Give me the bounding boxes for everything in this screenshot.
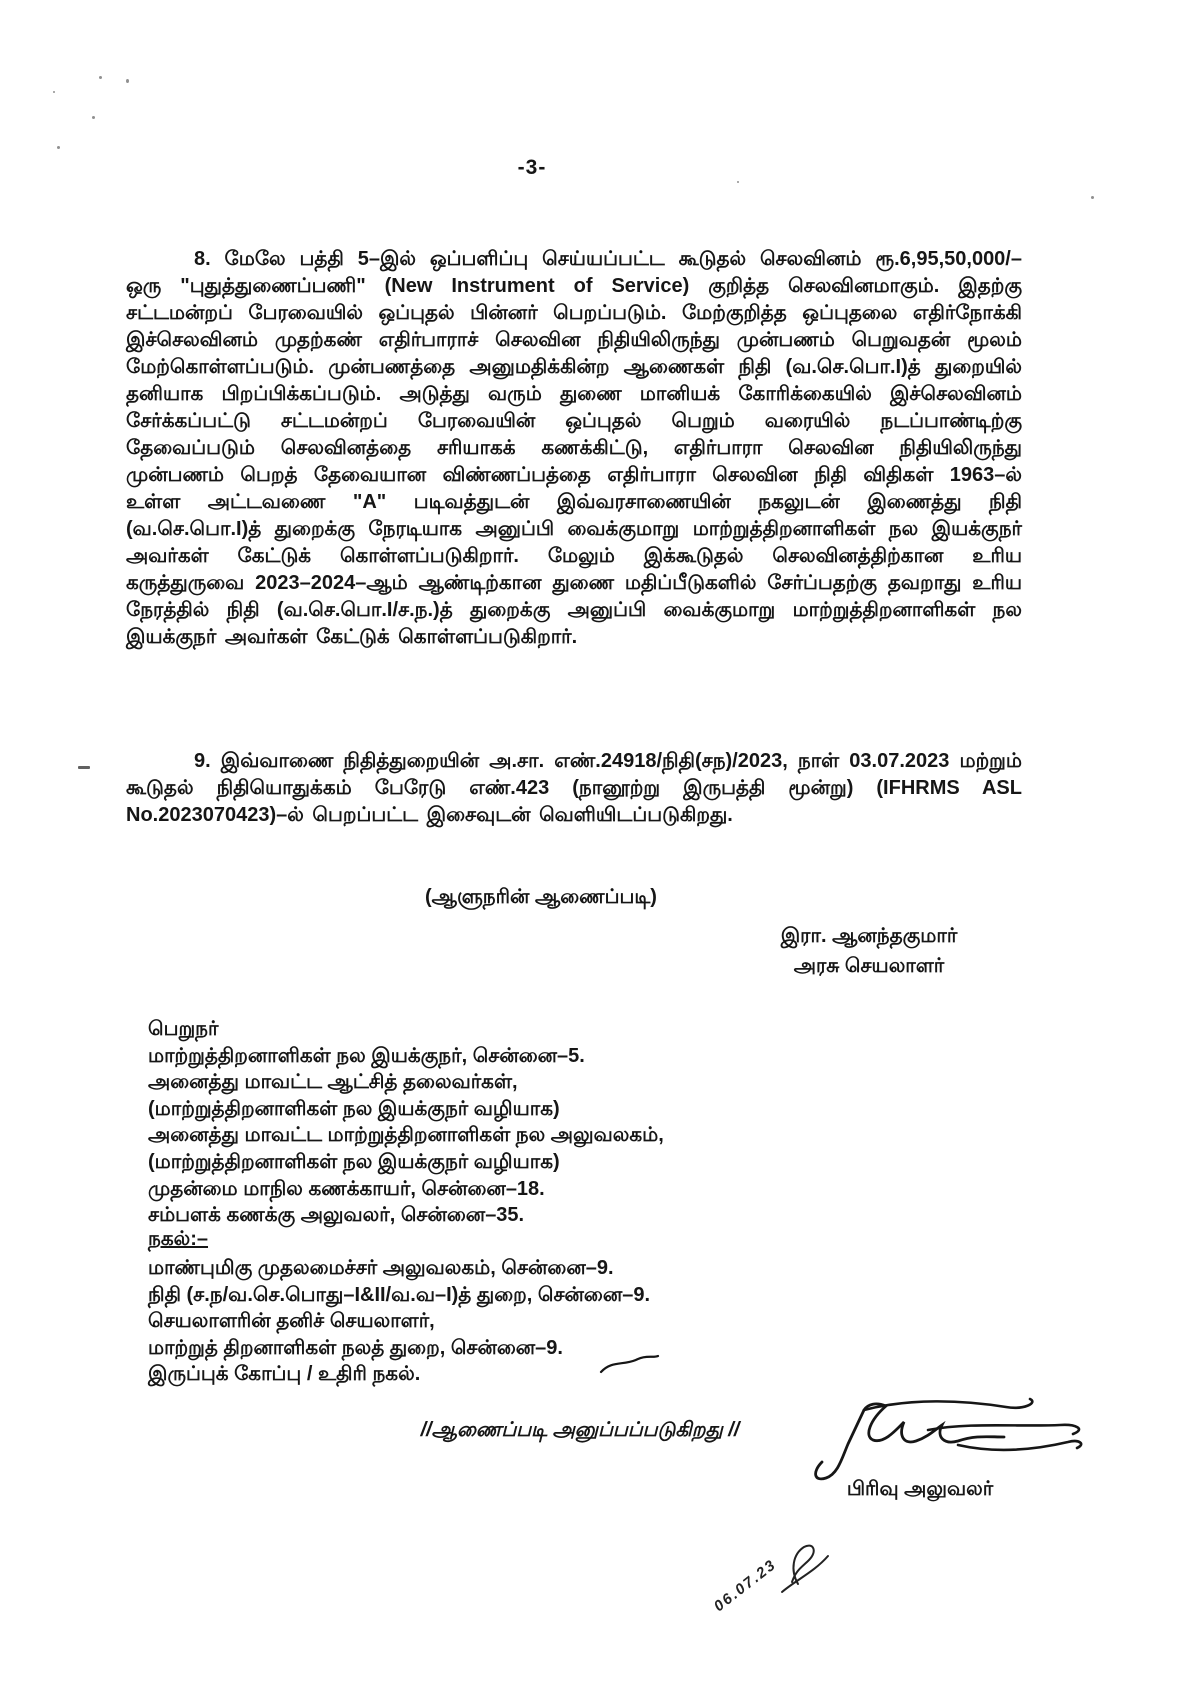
margin-dash-mark <box>78 766 90 769</box>
recipients-list <box>148 1043 664 1229</box>
scan-noise-dot <box>99 76 102 79</box>
recipient-line: மாற்றுத்திறனாளிகள் நல இயக்குநர், சென்னை–5. <box>148 1044 585 1067</box>
recipient-line: அனைத்து மாவட்ட ஆட்சித் தலைவர்கள், <box>148 1071 518 1094</box>
recipient-line: முதன்மை மாநில கணக்காயர், சென்னை–18. <box>148 1177 545 1200</box>
recipient-line: அனைத்து மாவட்ட மாற்றுத்திறனாளிகள் நல அலுவலகம், <box>148 1124 664 1147</box>
by-order-of-governor-line: (ஆளுநரின் ஆணைப்படி) <box>425 886 657 908</box>
copy-line: இருப்புக் கோப்பு / உதிரி நகல். <box>148 1363 421 1386</box>
scan-noise-dot <box>126 79 129 83</box>
scan-noise-dot <box>53 91 55 93</box>
copy-line: மாற்றுத் திறனாளிகள் நலத் துறை, சென்னை–9. <box>148 1336 563 1359</box>
copy-list <box>148 1255 650 1388</box>
signature-scribble <box>806 1396 1091 1488</box>
handwritten-date: 06.07.23 <box>710 1556 780 1616</box>
handwritten-tick-mark <box>598 1352 662 1378</box>
forwarded-by-order-line: //ஆணைப்படி அனுப்பப்படுகிறது // <box>420 1419 740 1441</box>
signatory-designation: அரசு செயலாளர் <box>793 955 945 977</box>
recipient-line: சம்பளக் கணக்கு அலுவலர், சென்னை–35. <box>148 1204 525 1227</box>
copy-line: நிதி (ச.ந/வ.செ.பொது–I&II/வ.வ–I)த் துறை, சென்னை–9. <box>148 1283 651 1306</box>
copy-line: மாண்புமிகு முதலமைச்சர் அலுவலகம், சென்னை–9. <box>148 1257 614 1279</box>
signatory-name: இரா. ஆனந்தகுமார் <box>780 925 958 947</box>
section-officer-title: பிரிவு அலுவலர் <box>846 1478 994 1500</box>
recipient-line: (மாற்றுத்திறனாளிகள் நல இயக்குநர் வழியாக) <box>148 1097 560 1120</box>
scan-noise-dot <box>57 146 60 149</box>
paragraph-8: 8. மேலே பத்தி 5–இல் ஒப்பளிப்பு செய்யப்பட்ட கூடுதல் செலவினம் ரூ.6,95,50,000/– ஒரு "புதுத்துணைப்பணி" (New Instrument of Service) குறித்த செலவினமாகும். இதற்கு சட்டமன்றப் பேரவையில் ஒப்புதல் பின்னர் பெறப்படும். மேற்குறித்த ஒப்புதலை எதிர்நோக்கி இச்செலவினம் முதற்கண் எதிர்பாராச் செலவின நிதியிலிருந்து முன்பணம் பெறுவதன் மூலம் மேற்கொள்ளப்படும். முன்பணத்தை அனுமதிக்கின்ற ஆணைகள் நிதி (வ.செ.பொ.I)த் துறையில் தனியாக பிறப்பிக்கப்படும். அடுத்து வரும் துணை மானியக் கோரிக்கையில் இச்செலவினம் சேர்க்கப்பட்டு சட்டமன்றப் பேரவையின் ஒப்புதல் பெறும் வரையில் நடப்பாண்டிற்கு தேவைப்படும் செலவினத்தை சரியாகக் கணக்கிட்டு, எதிர்பாரா செலவின நிதியிலிருந்து முன்பணம் பெறத் தேவையான விண்ணப்பத்தை எதிர்பாரா செலவின நிதி விதிகள் 1963–ல் உள்ள அட்டவணை "A" படிவத்துடன் இவ்வரசாணையின் நகலுடன் இணைத்து நிதி (வ.செ.பொ.I)த் துறைக்கு நேரடியாக அனுப்பி வைக்குமாறு மாற்றுத்திறனாளிகள் நல இயக்குநர் அவர்கள் கேட்டுக் கொள்ளப்படுகிறார். மேலும் இக்கூடுதல் செலவினத்திற்கான உரிய கருத்துருவை 2023–2024–ஆம் ஆண்டிற்கான துணை மதிப்பீடுகளில் சேர்ப்பதற்கு தவறாது உரிய நேரத்தில் நிதி (வ.செ.பொ.I/ச.ந.)த் துறைக்கு அனுப்பி வைக்குமாறு மாற்றுத்திறனாளிகள் நல இயக்குநர் அவர்கள் கேட்டுக் கொள்ளப்படுகிறார். <box>126 248 1022 648</box>
paragraph-9: 9. இவ்வாணை நிதித்துறையின் அ.சா. எண்.24918/நிதி(சந)/2023, நாள் 03.07.2023 மற்றும் கூடுதல் நிதியொதுக்கம் பேரேடு எண்.423 (நானூற்று இருபத்தி மூன்று) (IFHRMS ASL No.2023070423)–ல் பெறப்பட்ட இசைவுடன் வெளியிடப்படுகிறது. <box>126 750 1022 826</box>
recipients-heading: பெறுநர் <box>148 1018 219 1040</box>
scan-noise-dot <box>737 181 739 183</box>
copy-line: செயலாளரின் தனிச் செயலாளர், <box>148 1310 435 1333</box>
scan-noise-dot <box>92 116 95 119</box>
signatory-block <box>736 921 1002 981</box>
recipient-line: (மாற்றுத்திறனாளிகள் நல இயக்குநர் வழியாக) <box>148 1150 560 1173</box>
copy-heading: நகல்:– <box>148 1228 209 1250</box>
scan-noise-dot <box>1091 196 1094 199</box>
page-number: -3- <box>517 156 547 179</box>
recipients-section <box>148 1016 664 1229</box>
